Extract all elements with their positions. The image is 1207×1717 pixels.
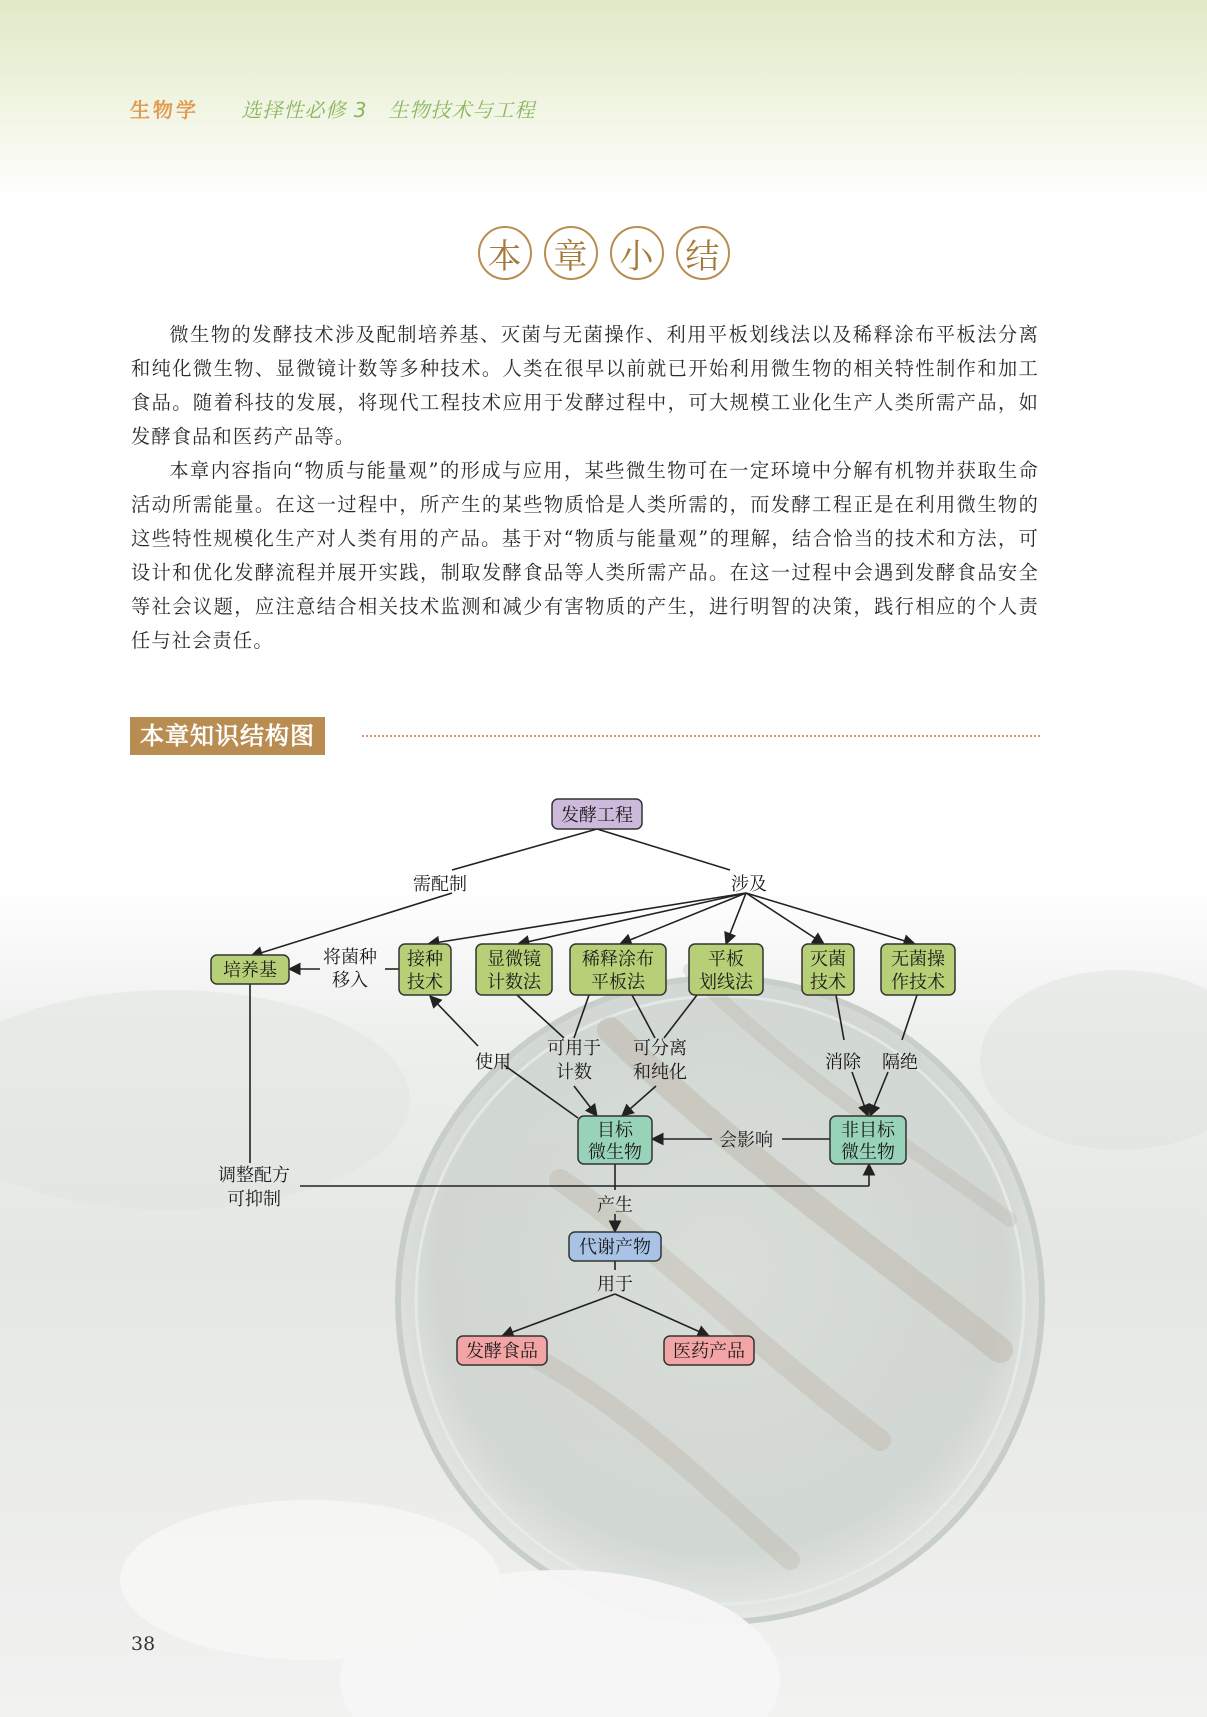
edge-label-count: 计数: [556, 1062, 592, 1082]
node-medium: [211, 955, 289, 984]
node-streak-plate: [689, 944, 763, 995]
node-sterilization: [802, 944, 854, 995]
svg-text:技术: 技术: [810, 972, 846, 992]
edge-label-isolate: 隔绝: [882, 1052, 918, 1072]
svg-text:计数法: 计数法: [487, 972, 541, 992]
header-book-title: 选择性必修 3 生物技术与工程: [241, 98, 536, 122]
edge-label-use: 使用: [475, 1052, 511, 1072]
edge-label-adjust: 调整配方: [218, 1165, 290, 1185]
svg-text:非目标: 非目标: [841, 1120, 895, 1140]
svg-text:培养基: 培养基: [223, 960, 277, 980]
svg-text:灭菌: 灭菌: [810, 949, 846, 969]
edge-label-used-for: 用于: [597, 1274, 633, 1294]
svg-text:无菌操: 无菌操: [891, 949, 945, 969]
svg-text:显微镜: 显微镜: [487, 949, 541, 969]
edge-label-produce: 产生: [597, 1195, 633, 1215]
svg-text:平板: 平板: [708, 949, 744, 969]
svg-text:目标: 目标: [597, 1120, 633, 1140]
svg-text:微生物: 微生物: [841, 1142, 895, 1162]
node-root: [552, 799, 642, 829]
svg-text:划线法: 划线法: [699, 972, 753, 992]
edge-label-need-prepare: 需配制: [413, 874, 467, 894]
node-fermented-food: [457, 1336, 547, 1365]
edge-label-count: 可用于: [547, 1038, 601, 1058]
edge-label-transfer: 移入: [332, 970, 368, 990]
chapter-title-char: 本: [478, 226, 532, 280]
node-medicine: [664, 1336, 754, 1365]
section-heading: 本章知识结构图: [130, 717, 325, 755]
chapter-title-char: 结: [676, 226, 730, 280]
edge-label-separate: 和纯化: [633, 1062, 687, 1082]
summary-paragraph-2: 本章内容指向“物质与能量观”的形成与应用，某些微生物可在一定环境中分解有机物并获取生命活动所需能量。在这一过程中，所产生的某些物质恰是人类所需的，而发酵工程正是在利用微生物的这些特性规模化生产对人类有用的产品。基于对“物质与能量观”的理解，结合恰当的技术和方法，可设计和优化发酵流程并展开实践，制取发酵食品等人类所需产品。在这一过程中会遇到发酵食品安全等社会议题，应注意结合相关技术监测和减少有害物质的产生，进行明智的决策，践行相应的个人责任与社会责任。: [131, 459, 1040, 652]
header-subject: 生物学: [130, 98, 199, 122]
edge-label-adjust: 可抑制: [227, 1189, 281, 1209]
svg-text:发酵工程: 发酵工程: [561, 805, 633, 825]
node-inoculation: [399, 944, 451, 995]
svg-text:技术: 技术: [407, 972, 443, 992]
svg-text:代谢产物: 代谢产物: [579, 1237, 651, 1257]
edge-label-transfer: 将菌种: [323, 947, 377, 967]
svg-text:发酵食品: 发酵食品: [466, 1341, 538, 1361]
svg-text:平板法: 平板法: [591, 972, 645, 992]
edge-label-affect: 会影响: [719, 1130, 773, 1150]
edge-label-involve: 涉及: [731, 874, 767, 894]
svg-text:接种: 接种: [407, 949, 443, 969]
svg-text:医药产品: 医药产品: [673, 1341, 745, 1361]
node-dilution-plate: [570, 944, 666, 995]
node-nontarget-microbe: [830, 1116, 906, 1164]
node-aseptic: [881, 944, 955, 995]
svg-text:稀释涂布: 稀释涂布: [582, 949, 654, 969]
node-target-microbe: [578, 1116, 652, 1164]
chapter-title-char: 小: [610, 226, 664, 280]
edge-label-separate: 可分离: [633, 1038, 687, 1058]
chapter-title-char: 章: [544, 226, 598, 280]
svg-text:微生物: 微生物: [588, 1142, 642, 1162]
node-metabolite: [569, 1232, 661, 1261]
node-microscope-count: [476, 944, 552, 995]
summary-paragraph-1: 微生物的发酵技术涉及配制培养基、灭菌与无菌操作、利用平板划线法以及稀释涂布平板法分离和纯化微生物、显微镜计数等多种技术。人类在很早以前就已开始利用微生物的相关特性制作和加工食品。随着科技的发展，将现代工程技术应用于发酵过程中，可大规模工业化生产人类所需产品，如发酵食品和医药产品等。: [131, 323, 1039, 448]
edge-label-eliminate: 消除: [825, 1052, 861, 1072]
svg-text:作技术: 作技术: [891, 972, 945, 992]
page-number: 38: [131, 1633, 156, 1655]
